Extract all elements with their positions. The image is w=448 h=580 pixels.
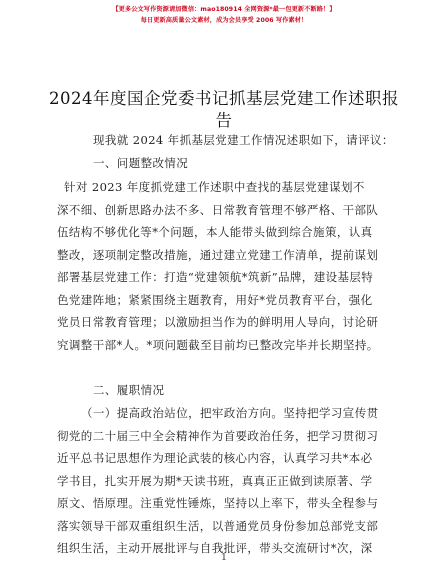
paragraph-line: 整改，逐项制定整改措施，通过建立党建工作清单，提前谋划 — [57, 247, 379, 262]
paragraph-line: 针对 2023 年度抓党建工作述职中查找的基层党建谋划不 — [64, 180, 365, 194]
paragraph-line: 党员日常教育管理；以激励担当作为的鲜明用人导向，讨论研 — [57, 315, 379, 329]
paragraph-line: 近平总书记思想作为理论武装的核心内容，认真学习共*本必 — [57, 451, 373, 465]
paragraph-line: 原文、悟原理。注重党性锤炼，坚持以上率下，带头全程参与 — [57, 496, 379, 510]
section-2-paragraph — [57, 402, 397, 560]
section-1-paragraph — [57, 176, 397, 356]
paragraph-line: 深不细、创新思路办法不多、日常教育管理不够严格、干部队 — [57, 202, 379, 217]
paragraph-line: 学书目，扎实开展为期*天读书班，真真正正做到读原著、学 — [57, 473, 373, 488]
title-line-1: 2024年度国企党委书记抓基层党建工作述职报 — [49, 89, 399, 108]
promo-banner-line-2: 每日更新高质量公文素材，成为会员享受 2006 写作素材！ — [140, 17, 308, 24]
document-title — [40, 88, 408, 132]
section-heading-1-text: 一、问题整改情况 — [93, 156, 189, 170]
intro-paragraph — [93, 129, 394, 152]
paragraph-line: 落实领导干部双重组织生活，以普通党员身份参加总部党支部 — [57, 518, 379, 533]
section-heading-1 — [93, 152, 188, 175]
paragraph-line: 色党建阵地；紧紧围绕主题教育，用好*党员教育平台，强化 — [57, 292, 373, 307]
paragraph-line: 彻党的二十届三中全会精神作为首要政治任务，把学习贯彻习 — [57, 428, 379, 443]
paragraph-line: 部署基层党建工作：打造“党建领航*筑新”品牌，建设基层特 — [57, 270, 374, 284]
paragraph-line: 究调整干部*人。*项问题截至目前均已整改完毕并长期坚持。 — [57, 337, 379, 352]
title-line-2: 告 — [215, 111, 233, 130]
section-heading-2 — [93, 379, 164, 402]
paragraph-line: 伍结构不够优化等*个问题，本人能带头做到综合施策，认真 — [57, 225, 373, 239]
promo-banner-line-1: 【更多公文写作资源请加微信：mao180914 全网资源*最一包更新不断路！】 — [112, 6, 336, 13]
section-heading-2-text: 二、履职情况 — [93, 383, 165, 397]
intro-text: 现我就 2024 年抓基层党建工作情况述职如下，请评议： — [93, 133, 394, 147]
paragraph-line: 组织生活，主动开展批评与自我批评，带头交流研讨*次，深 — [57, 541, 373, 555]
paragraph-line: （一）提高政治站位，把牢政治方向。坚持把学习宣传贯 — [81, 406, 379, 420]
page-number: 1 — [221, 553, 227, 563]
